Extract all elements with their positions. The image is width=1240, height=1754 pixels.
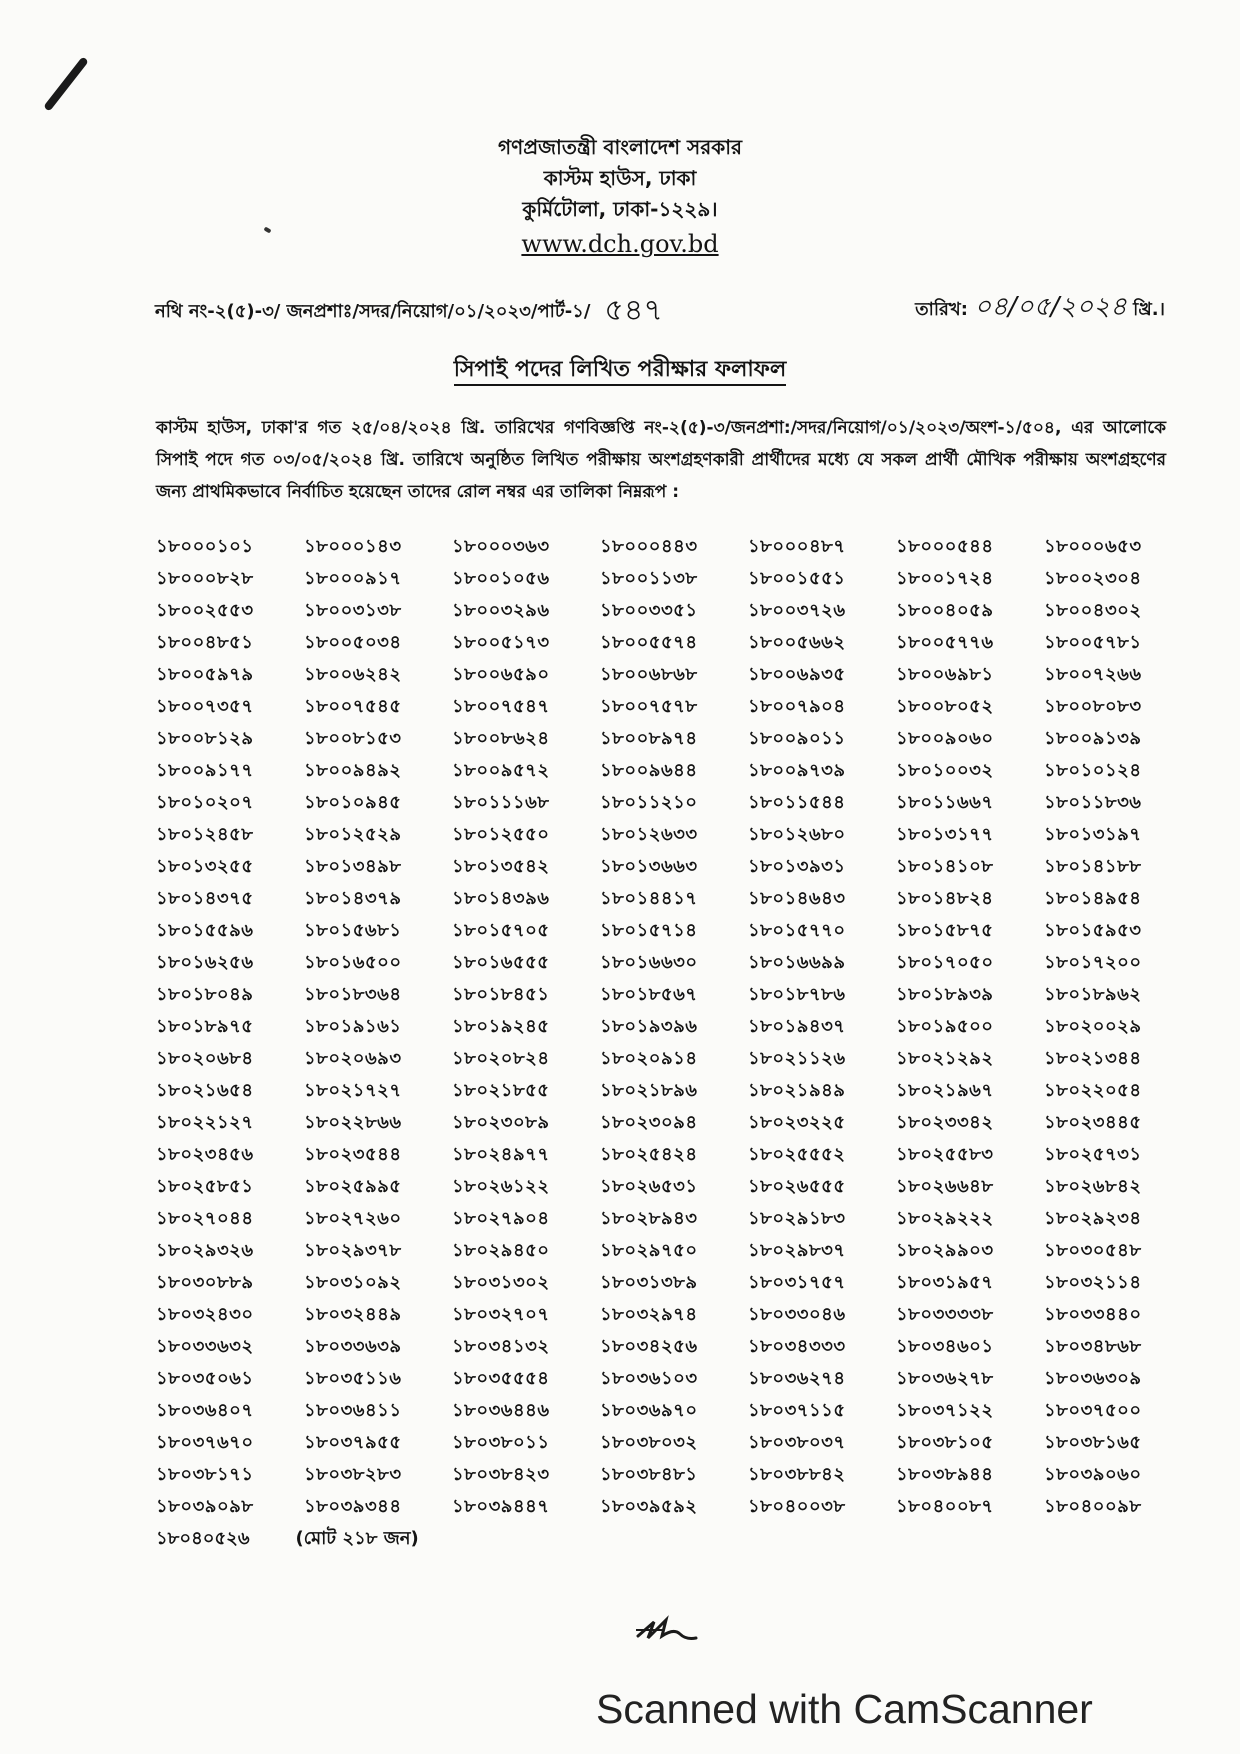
roll-number: ১৮০০০৩৬৩ — [452, 536, 550, 557]
roll-number: ১৮০০৪৮৫১ — [156, 632, 254, 653]
total-count: (মোট ২১৮ জন) — [295, 1528, 419, 1549]
roll-number: ১৮০০০৪৮৭ — [748, 536, 846, 557]
roll-number: ১৮০১৮৯৭৫ — [156, 1016, 254, 1037]
roll-number: ১৮০২৭০৪৪ — [156, 1208, 254, 1229]
pen-stroke-mark — [43, 56, 89, 111]
roll-number: ১৮০১৪৩৭৯ — [304, 888, 402, 909]
roll-number: ১৮০১৯২৪৫ — [452, 1016, 550, 1037]
roll-number: ১৮০৩১০৯২ — [304, 1272, 402, 1293]
roll-number: ১৮০২০৬৯৩ — [304, 1048, 402, 1069]
roll-number: ১৮০২৫৫৫২ — [748, 1144, 846, 1165]
roll-number: ১৮০২৮৯৪৩ — [600, 1208, 698, 1229]
roll-number: ১৮০৩৩৪৪০ — [1044, 1304, 1142, 1325]
roll-number: ১৮০১৬৫৫৫ — [452, 952, 550, 973]
camscanner-watermark: Scanned with CamScanner — [596, 1686, 1093, 1732]
roll-number: ১৮০০১১৩৮ — [600, 568, 698, 589]
roll-number: ১৮০৩৬৪৪৬ — [452, 1400, 550, 1421]
roll-number: ১৮০০৬২৪২ — [304, 664, 402, 685]
roll-number: ১৮০২১৮৫৫ — [452, 1080, 550, 1101]
roll-number: ১৮০০৮১৫৩ — [304, 728, 402, 749]
roll-number: ১৮০১৩৯৩১ — [748, 856, 846, 877]
roll-number: ১৮০২১২৯২ — [896, 1048, 994, 1069]
roll-number: ১৮০৩৬৯৭০ — [600, 1400, 698, 1421]
roll-number: ১৮০০০১৪৩ — [304, 536, 402, 557]
roll-number: ১৮০২১৯৬৭ — [896, 1080, 994, 1101]
roll-number: ১৮০১৫৯৫৩ — [1044, 920, 1142, 941]
roll-number: ১৮০৩৮৪২৩ — [452, 1464, 550, 1485]
roll-number: ১৮০২১৩৪৪ — [1044, 1048, 1142, 1069]
roll-number: ১৮০১৮৭৮৬ — [748, 984, 846, 1005]
roll-number: ১৮০১০০৩২ — [896, 760, 994, 781]
roll-number: ১৮০০৬৯৮১ — [896, 664, 994, 685]
roll-number: ১৮০১৪৪১৭ — [600, 888, 698, 909]
roll-number: ১৮০১১৫৪৪ — [748, 792, 846, 813]
roll-number: ১৮০২৫৯৯৫ — [304, 1176, 402, 1197]
roll-number: ১৮০০৪৩০২ — [1044, 600, 1142, 621]
roll-number: ১৮০৩৬১০৩ — [600, 1368, 698, 1389]
roll-number: ১৮০২৫৭৩১ — [1044, 1144, 1142, 1165]
roll-number: ১৮০৩০৮৮৯ — [156, 1272, 254, 1293]
roll-number: ১৮০৪০০৯৮ — [1044, 1496, 1142, 1517]
roll-number: ১৮০১৮৯৬২ — [1044, 984, 1142, 1005]
roll-number: ১৮০৩৪৩৩৩ — [748, 1336, 846, 1357]
roll-number: ১৮০১২৫৫০ — [452, 824, 550, 845]
roll-number: ১৮০৩৭১১৫ — [748, 1400, 846, 1421]
roll-number: ১৮০৩৬৩০৯ — [1044, 1368, 1142, 1389]
roll-number: ১৮০৩৮১০৫ — [896, 1432, 994, 1453]
roll-number: ১৮০৪০০৮৭ — [896, 1496, 994, 1517]
roll-number: ১৮০১৫৮৭৫ — [896, 920, 994, 941]
roll-number: ১৮০৩২১১৪ — [1044, 1272, 1142, 1293]
roll-number: ১৮০৩৯৩৪৪ — [304, 1496, 402, 1517]
roll-number: ১৮০৩২৪৩০ — [156, 1304, 254, 1325]
roll-number: ১৮০০৭৫৪৫ — [304, 696, 402, 717]
roll-number: ১৮০২৬৮৪২ — [1044, 1176, 1142, 1197]
roll-number: ১৮০৩৯০৬০ — [1044, 1464, 1142, 1485]
roll-number: ১৮০০৪০৫৯ — [896, 600, 994, 621]
signature — [634, 1614, 700, 1648]
roll-number: ১৮০১৯৫০০ — [896, 1016, 994, 1037]
roll-number: ১৮০০৮৯৭৪ — [600, 728, 698, 749]
roll-number: ১৮০২৩২২৫ — [748, 1112, 846, 1133]
roll-number: ১৮০০৮০৮৩ — [1044, 696, 1142, 717]
roll-number: ১৮০৩৮০৩৭ — [748, 1432, 846, 1453]
roll-number: ১৮০১৫৬৮১ — [304, 920, 402, 941]
roll-number: ১৮০২৬৫৩১ — [600, 1176, 698, 1197]
roll-number: ১৮০১৮৩৬৪ — [304, 984, 402, 1005]
roll-number: ১৮০২২৮৬৬ — [304, 1112, 402, 1133]
roll-number: ১৮০৩১৩০২ — [452, 1272, 550, 1293]
roll-number: ১৮০০৫১৭৩ — [452, 632, 550, 653]
roll-number: ১৮০৩৩৬৩২ — [156, 1336, 254, 1357]
roll-number: ১৮০২৯৯০৩ — [896, 1240, 994, 1261]
roll-number: ১৮০১২৬৩৩ — [600, 824, 698, 845]
roll-number-grid — [156, 532, 1166, 1524]
roll-number: ১৮০৩১৩৮৯ — [600, 1272, 698, 1293]
roll-number: ১৮০৩৩৬৩৯ — [304, 1336, 402, 1357]
notice-paragraph: কাস্টম হাউস, ঢাকা'র গত ২৫/০৪/২০২৪ খ্রি. তারিখের গণবিজ্ঞপ্তি নং-২(৫)-৩/জনপ্রশা:/সদর/নিয়োগ/০১/২০২৩/অংশ-১/৫০৪, এর আলোকে সিপাই পদে গত ০৩/০৫/২০২৪ খ্রি. তারিখে অনুষ্ঠিত লিখিত পরীক্ষায় অংশগ্রহণকারী প্রার্থীদের মধ্যে যে সকল প্রার্থী মৌখিক পরীক্ষায় অংশগ্রহণের জন্য প্রাথমিকভাবে নির্বাচিত হয়েছেন তাদের রোল নম্বর এর তালিকা নিম্নরূপ : — [156, 418, 1166, 502]
roll-number: ১৮০১৯১৬১ — [304, 1016, 402, 1037]
roll-number: ১৮০২৩৪৪৫ — [1044, 1112, 1142, 1133]
roll-number: ১৮০০৫৯৭৯ — [156, 664, 254, 685]
roll-number: ১৮০৩৯৫৯২ — [600, 1496, 698, 1517]
roll-number: ১৮০১৩২৫৫ — [156, 856, 254, 877]
roll-number: ১৮০৩৮০১১ — [452, 1432, 550, 1453]
roll-number: ১৮০২৯৮৩৭ — [748, 1240, 846, 1261]
roll-number: ১৮০৩৮৮৪২ — [748, 1464, 846, 1485]
roll-number: ১৮০৪০০৩৮ — [748, 1496, 846, 1517]
roll-number: ১৮০৩৪৮৬৮ — [1044, 1336, 1142, 1357]
roll-number: ১৮০২৯১৮৩ — [748, 1208, 846, 1229]
roll-number: ১৮০৩৮১৭১ — [156, 1464, 254, 1485]
document-title — [0, 352, 1240, 389]
roll-number: ১৮০০৭২৬৬ — [1044, 664, 1142, 685]
roll-number: ১৮০০৯০১১ — [748, 728, 846, 749]
roll-number: ১৮০৩৬৪১১ — [304, 1400, 402, 1421]
roll-number: ১৮০২১১২৬ — [748, 1048, 846, 1069]
roll-number: ১৮০০৫৬৬২ — [748, 632, 846, 653]
roll-number: ১৮০৩৮৯৪৪ — [896, 1464, 994, 1485]
roll-number: ১৮০৩৮৪৮১ — [600, 1464, 698, 1485]
roll-number: ১৮০১৮০৪৯ — [156, 984, 254, 1005]
roll-number: ১৮০২২০৫৪ — [1044, 1080, 1142, 1101]
roll-number: ১৮০০৫৭৭৬ — [896, 632, 994, 653]
roll-number: ১৮০১০৯৪৫ — [304, 792, 402, 813]
roll-number: ১৮০২৯৪৫০ — [452, 1240, 550, 1261]
roll-number: ১৮০৩৬২৭৮ — [896, 1368, 994, 1389]
roll-number: ১৮০৩১৭৫৭ — [748, 1272, 846, 1293]
roll-number: ১৮০৩৪২৫৬ — [600, 1336, 698, 1357]
roll-number: ১৮০০৩৩৫১ — [600, 600, 698, 621]
roll-number: ১৮০০৫৭৮১ — [1044, 632, 1142, 653]
roll-number: ১৮০১৩১৯৭ — [1044, 824, 1142, 845]
issue-date — [915, 286, 1165, 330]
roll-number: ১৮০২৯২২২ — [896, 1208, 994, 1229]
roll-number: ১৮০৩৪১৩২ — [452, 1336, 550, 1357]
roll-number: ১৮০০২৩০৪ — [1044, 568, 1142, 589]
roll-number: ১৮০২১৯৪৯ — [748, 1080, 846, 1101]
roll-number: ১৮০১৪১০৮ — [896, 856, 994, 877]
roll-number: ১৮০০৮০৫২ — [896, 696, 994, 717]
roll-number: ১৮০২০৮২৪ — [452, 1048, 550, 1069]
roll-number: ১৮০১৪৮২৪ — [896, 888, 994, 909]
roll-number: ১৮০৩৯০৯৮ — [156, 1496, 254, 1517]
last-row — [156, 1524, 419, 1555]
roll-number: ১৮০১৭২০০ — [1044, 952, 1142, 973]
roll-number: ১৮০০৬৫৯০ — [452, 664, 550, 685]
roll-number: ১৮০৩৩০৪৬ — [748, 1304, 846, 1325]
roll-number: ১৮০০১৫৫১ — [748, 568, 846, 589]
roll-number: ১৮০৩৯৪৪৭ — [452, 1496, 550, 1517]
roll-number: ১৮০২৬৫৫৫ — [748, 1176, 846, 1197]
roll-number: ১৮০৩৩৩৩৮ — [896, 1304, 994, 1325]
roll-number: ১৮০০০১০১ — [156, 536, 254, 557]
memo-handwritten-number: ৫৪৭ — [604, 293, 663, 328]
roll-number: ১৮০১১৬৬৭ — [896, 792, 994, 813]
roll-number: ১৮০০৯৪৯২ — [304, 760, 402, 781]
roll-number: ১৮০০৯৭৩৯ — [748, 760, 846, 781]
roll-number: ১৮০০৮৬২৪ — [452, 728, 550, 749]
roll-number: ১৮০৩৮১৬৫ — [1044, 1432, 1142, 1453]
roll-number: ১৮০৩৮২৮৩ — [304, 1464, 402, 1485]
roll-number: ১৮০৩৫১১৬ — [304, 1368, 402, 1389]
roll-number: ১৮০৩৭১২২ — [896, 1400, 994, 1421]
roll-number: ১৮০১৬৬৯৯ — [748, 952, 846, 973]
roll-number: ১৮০০৩১৩৮ — [304, 600, 402, 621]
roll-number: ১৮০১৫৭১৪ — [600, 920, 698, 941]
roll-number: ১৮০২১৬৫৪ — [156, 1080, 254, 1101]
roll-number: ১৮০১৫৭০৫ — [452, 920, 550, 941]
roll-number: ১৮০১০২০৭ — [156, 792, 254, 813]
roll-number: ১৮০১৭০৫০ — [896, 952, 994, 973]
roll-number: ১৮০২৫৪২৪ — [600, 1144, 698, 1165]
roll-number: ১৮০০০৬৫৩ — [1044, 536, 1142, 557]
date-suffix: খ্রি.। — [1133, 299, 1165, 320]
roll-number: ১৮০৩২৪৪৯ — [304, 1304, 402, 1325]
roll-number: ১৮০৩৬৪০৭ — [156, 1400, 254, 1421]
roll-number: ১৮০১৯৩৯৬ — [600, 1016, 698, 1037]
roll-number: ১৮০০৬৮৬৮ — [600, 664, 698, 685]
roll-number: ১৮০২৬৬৪৮ — [896, 1176, 994, 1197]
roll-number: ১৮০২২১২৭ — [156, 1112, 254, 1133]
roll-number: ১৮০২৫৮৫১ — [156, 1176, 254, 1197]
roll-number: ১৮০২৩০৯৪ — [600, 1112, 698, 1133]
roll-number: ১৮০৩২৭০৭ — [452, 1304, 550, 1325]
roll-number: ১৮০১২৪৫৮ — [156, 824, 254, 845]
roll-number: ১৮০২৯২৩৪ — [1044, 1208, 1142, 1229]
office-address: কুর্মিটোলা, ঢাকা-১২২৯। — [522, 197, 718, 221]
roll-number: ১৮০১৩৬৬৩ — [600, 856, 698, 877]
roll-number: ১৮০১৪৬৪৩ — [748, 888, 846, 909]
letterhead — [0, 132, 1240, 263]
roll-number: ১৮০১৪৩৭৫ — [156, 888, 254, 909]
roll-number: ১৮০৩৭৬৭০ — [156, 1432, 254, 1453]
roll-number: ১৮০০০৯১৭ — [304, 568, 402, 589]
roll-number: ১৮০১৩৪৯৮ — [304, 856, 402, 877]
roll-number: ১৮০০৬৯৩৫ — [748, 664, 846, 685]
roll-number: ১৮০২৯৩৭৮ — [304, 1240, 402, 1261]
roll-number: ১৮০৩৭৯৫৫ — [304, 1432, 402, 1453]
roll-number: ১৮০২৪৯৭৭ — [452, 1144, 550, 1165]
office-name: কাস্টম হাউস, ঢাকা — [543, 166, 697, 190]
roll-number: ১৮০০৯০৬০ — [896, 728, 994, 749]
roll-number: ১৮০২৯৭৫০ — [600, 1240, 698, 1261]
roll-number: ১৮০০০৪৪৩ — [600, 536, 698, 557]
roll-number: ১৮০২৩৫৪৪ — [304, 1144, 402, 1165]
roll-number: ১৮০০৭৩৫৭ — [156, 696, 254, 717]
roll-number: ১৮০২০০২৯ — [1044, 1016, 1142, 1037]
government-name: গণপ্রজাতন্ত্রী বাংলাদেশ সরকার — [498, 135, 742, 159]
roll-number: ১৮০০৯১৭৭ — [156, 760, 254, 781]
roll-number: ১৮০০১০৫৬ — [452, 568, 550, 589]
roll-number: ১৮০১৪১৮৮ — [1044, 856, 1142, 877]
roll-number: ১৮০১১১৬৮ — [452, 792, 550, 813]
roll-number: ১৮০২১৭২৭ — [304, 1080, 402, 1101]
roll-number: ১৮০০৫০৩৪ — [304, 632, 402, 653]
memo-number-text: নথি নং-২(৫)-৩/ জনপ্রশাঃ/সদর/নিয়োগ/০১/২০২৩/পার্ট-১/ — [155, 301, 591, 322]
roll-number: ১৮০১৮৫৬৭ — [600, 984, 698, 1005]
roll-number: ১৮০৩৫০৬১ — [156, 1368, 254, 1389]
roll-number: ১৮০২০৬৮৪ — [156, 1048, 254, 1069]
document-title-text: সিপাই পদের লিখিত পরীক্ষার ফলাফল — [454, 357, 787, 386]
roll-number: ১৮০০৭৫৪৭ — [452, 696, 550, 717]
roll-number: ১৮০১৫৭৭০ — [748, 920, 846, 941]
roll-number: ১৮০১৬৬৩০ — [600, 952, 698, 973]
roll-number: ১৮০০৭৯০৪ — [748, 696, 846, 717]
roll-number: ১৮০১৪৩৯৬ — [452, 888, 550, 909]
roll-number: ১৮০০৮১২৯ — [156, 728, 254, 749]
roll-number: ১৮০৩৪৬০১ — [896, 1336, 994, 1357]
roll-number: ১৮০১৬২৫৬ — [156, 952, 254, 973]
website-link[interactable]: www.dch.gov.bd — [521, 230, 719, 258]
roll-number: ১৮০১১৮৩৬ — [1044, 792, 1142, 813]
roll-number: ১৮০১৯৪৩৭ — [748, 1016, 846, 1037]
roll-number: ১৮০০০৫৪৪ — [896, 536, 994, 557]
roll-number: ১৮০৩৫৫৫৪ — [452, 1368, 550, 1389]
roll-number: ১৮০০৩৭২৬ — [748, 600, 846, 621]
roll-number: ১৮০০৩২৯৬ — [452, 600, 550, 621]
roll-number: ১৮০২০৯১৪ — [600, 1048, 698, 1069]
roll-number: ১৮০০৯৬৪৪ — [600, 760, 698, 781]
date-handwritten: ০৪/০৫/২০২৪ — [974, 292, 1127, 322]
roll-number: ১৮০১৬৫০০ — [304, 952, 402, 973]
roll-number: ১৮০৪০৫২৬ — [156, 1528, 250, 1549]
roll-number: ১৮০০২৫৫৩ — [156, 600, 254, 621]
memo-number — [155, 286, 663, 337]
roll-number: ১৮০২৭২৬০ — [304, 1208, 402, 1229]
roll-number: ১৮০১৮৪৫১ — [452, 984, 550, 1005]
roll-number: ১৮০১৮৯৩৯ — [896, 984, 994, 1005]
roll-number: ১৮০১৩৫৪২ — [452, 856, 550, 877]
roll-number: ১৮০১২৬৮০ — [748, 824, 846, 845]
roll-number: ১৮০২৯৩২৬ — [156, 1240, 254, 1261]
roll-number: ১৮০০১৭২৪ — [896, 568, 994, 589]
roll-number: ১৮০৩২৯৭৪ — [600, 1304, 698, 1325]
roll-number: ১৮০০৯৫৭২ — [452, 760, 550, 781]
roll-number: ১৮০১৩১৭৭ — [896, 824, 994, 845]
roll-number: ১৮০৩০৫৪৮ — [1044, 1240, 1142, 1261]
roll-number: ১৮০৩৭৫০০ — [1044, 1400, 1142, 1421]
roll-number: ১৮০২১৮৯৬ — [600, 1080, 698, 1101]
roll-number: ১৮০২৩৪৫৬ — [156, 1144, 254, 1165]
roll-number: ১৮০২৩০৮৯ — [452, 1112, 550, 1133]
roll-number: ১৮০২৫৫৮৩ — [896, 1144, 994, 1165]
roll-number: ১৮০১২৫২৯ — [304, 824, 402, 845]
roll-number: ১৮০২৬১২২ — [452, 1176, 550, 1197]
roll-number: ১৮০৩৮০৩২ — [600, 1432, 698, 1453]
roll-number: ১৮০৩১৯৫৭ — [896, 1272, 994, 1293]
roll-number: ১৮০১৫৫৯৬ — [156, 920, 254, 941]
roll-number: ১৮০২৭৯০৪ — [452, 1208, 550, 1229]
roll-number: ১৮০২৩৩৪২ — [896, 1112, 994, 1133]
roll-number: ১৮০০৯১৩৯ — [1044, 728, 1142, 749]
roll-number: ১৮০০০৮২৮ — [156, 568, 254, 589]
roll-number: ১৮০০৫৫৭৪ — [600, 632, 698, 653]
date-label: তারিখ: — [915, 299, 968, 320]
roll-number: ১৮০১৪৯৫৪ — [1044, 888, 1142, 909]
roll-number: ১৮০৩৬২৭৪ — [748, 1368, 846, 1389]
roll-number: ১৮০১১২১০ — [600, 792, 698, 813]
roll-number: ১৮০১০১২৪ — [1044, 760, 1142, 781]
roll-number: ১৮০০৭৫৭৮ — [600, 696, 698, 717]
